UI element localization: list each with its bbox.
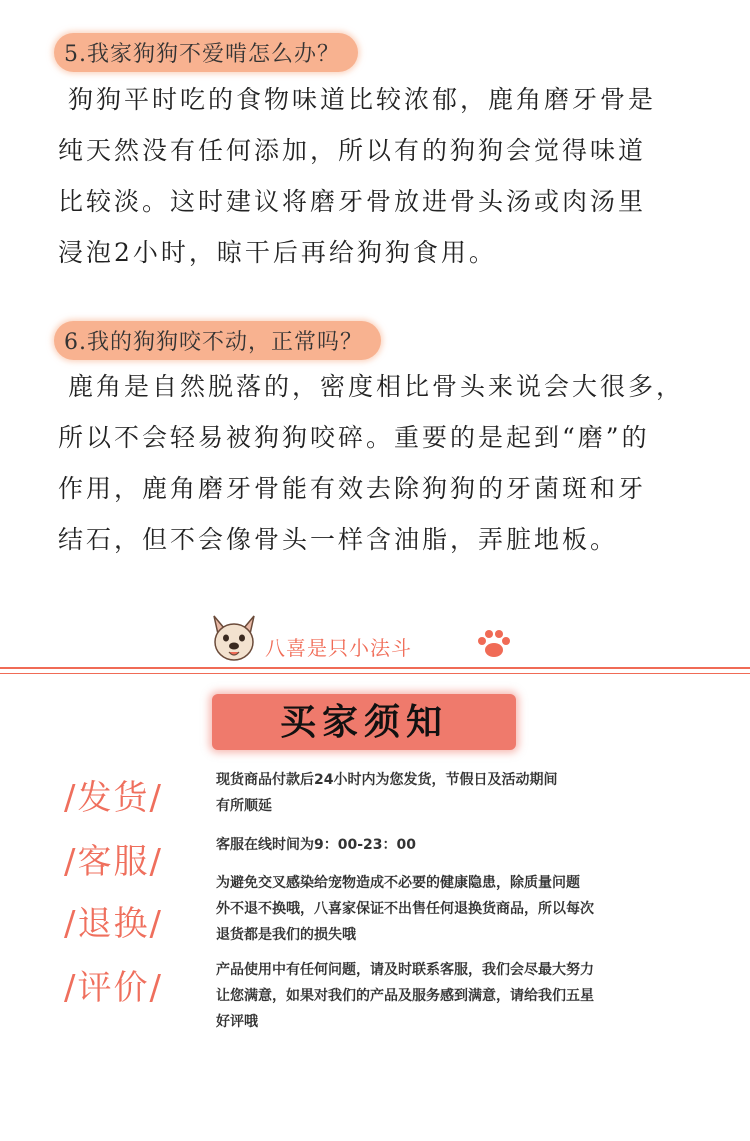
- notice-line: 有所顺延: [216, 798, 272, 814]
- bulldog-icon: [208, 612, 260, 666]
- notice-text-returns: [216, 870, 666, 948]
- faq-title-5: 5.我家狗狗不爱啃怎么办？: [54, 33, 358, 72]
- faq-line: 所以不会轻易被狗狗咬碎。重要的是起到“磨”的: [58, 423, 650, 452]
- notice-text-review: [216, 957, 666, 1035]
- notice-label-returns: /退换/: [64, 904, 163, 944]
- notice-line: 现货商品付款后24小时内为您发货，节假日及活动期间: [216, 772, 558, 788]
- notice-line: 退货都是我们的损失哦: [216, 927, 356, 943]
- banner-title: 买家须知: [279, 701, 448, 743]
- divider-line: [0, 673, 750, 674]
- faq-line: 纯天然没有任何添加，所以有的狗狗会觉得味道: [58, 136, 647, 165]
- faq-answer-6: [58, 361, 718, 565]
- faq-line: 鹿角是自然脱落的，密度相比骨头来说会大很多，: [68, 372, 685, 401]
- brand-name: 八喜是只小法斗: [265, 636, 412, 660]
- faq-line: 作用，鹿角磨牙骨能有效去除狗狗的牙菌斑和牙: [58, 474, 647, 503]
- faq-line: 比较淡。这时建议将磨牙骨放进骨头汤或肉汤里: [58, 187, 647, 216]
- notice-line: 好评哦: [216, 1014, 258, 1030]
- notice-line: 产品使用中有任何问题，请及时联系客服，我们会尽最大努力: [216, 962, 594, 978]
- faq-line: 狗狗平时吃的食物味道比较浓郁，鹿角磨牙骨是: [68, 85, 657, 114]
- notice-label-review: /评价/: [64, 968, 163, 1008]
- notice-line: 为避免交叉感染给宠物造成不必要的健康隐患，除质量问题: [216, 875, 580, 891]
- faq-line: 结石，但不会像骨头一样含油脂，弄脏地板。: [58, 525, 619, 554]
- paw-icon: [476, 628, 512, 660]
- notice-text-service: [216, 832, 666, 858]
- faq-line: 浸泡2小时，晾干后再给狗狗食用。: [58, 238, 497, 267]
- faq-title-6: 6.我的狗狗咬不动，正常吗？: [54, 321, 381, 360]
- notice-line: 外不退不换哦，八喜家保证不出售任何退换货商品，所以每次: [216, 901, 594, 917]
- notice-label-service: /客服/: [64, 842, 163, 882]
- brand-logo: [208, 610, 528, 670]
- notice-text-shipping: [216, 767, 666, 819]
- divider-line: [0, 667, 750, 669]
- notice-line: 让您满意，如果对我们的产品及服务感到满意，请给我们五星: [216, 988, 594, 1004]
- notice-label-shipping: /发货/: [64, 778, 163, 818]
- faq-answer-5: [58, 74, 718, 278]
- notice-banner: [212, 694, 516, 750]
- notice-line: 客服在线时间为9：00-23：00: [216, 837, 416, 853]
